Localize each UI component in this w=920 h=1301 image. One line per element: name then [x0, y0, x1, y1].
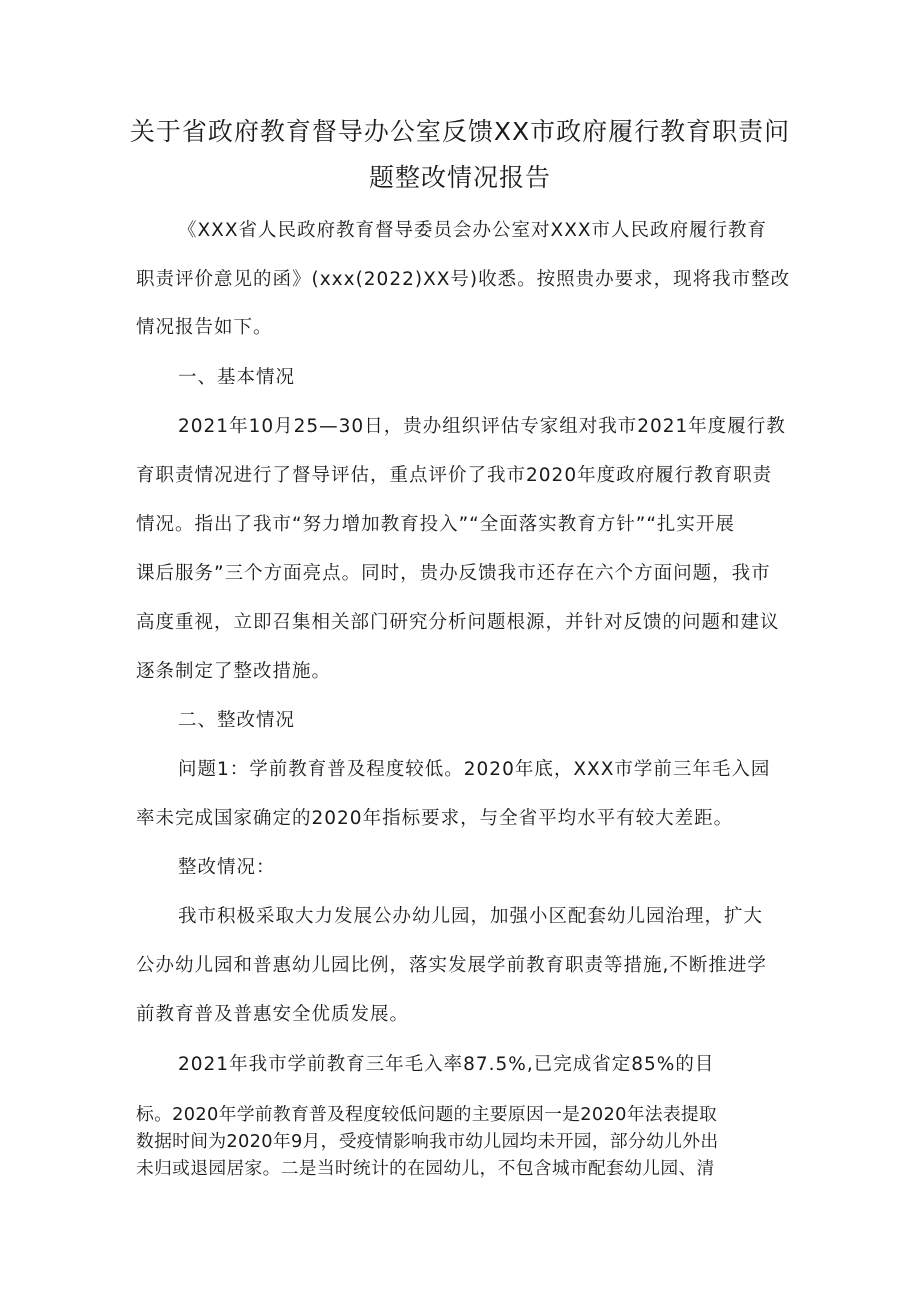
section1-line: 育职责情况进行了督导评估，重点评价了我市2020年度政府履行教育职责 [136, 465, 773, 486]
reason-line: 标。2020年学前教育普及程度较低问题的主要原因一是2020年法表提取 [136, 1104, 718, 1125]
rectify-heading: 整改情况： [178, 857, 276, 878]
rate-line: 2021年我市学前教育三年毛入率87.5%,已完成省定85%的目 [178, 1054, 715, 1075]
section1-line: 逐条制定了整改措施。 [136, 661, 332, 682]
intro-line: 职责评价意见的函》(xxx(2022)XX号)收悉。按照贵办要求，现将我市整改 [136, 269, 791, 290]
section2-heading: 二、整改情况 [178, 710, 296, 731]
rectify-line: 公办幼儿园和普惠幼儿园比例，落实发展学前教育职责等措施,不断推进学 [136, 955, 767, 976]
intro-line: 《XXX省人民政府教育督导委员会办公室对XXX市人民政府履行教育 [178, 220, 768, 241]
rectify-line: 我市积极采取大力发展公办幼儿园，加强小区配套幼儿园治理，扩大 [178, 906, 764, 927]
intro-line: 情况报告如下。 [136, 317, 273, 338]
problem1-line: 率未完成国家确定的2020年指标要求，与全省平均水平有较大差距。 [136, 808, 734, 829]
problem1-line: 问题1：学前教育普及程度较低。2020年底，XXX市学前三年毛入园 [178, 759, 771, 780]
doc-title-line2: 题整改情况报告 [368, 163, 551, 192]
doc-title-line1: 关于省政府教育督导办公室反馈XX市政府履行教育职责问 [129, 117, 791, 146]
section1-line: 2021年10月25—30日，贵办组织评估专家组对我市2021年度履行教 [178, 416, 786, 437]
section1-line: 高度重视，立即召集相关部门研究分析问题根源，并针对反馈的问题和建议 [136, 612, 780, 633]
section1-line: 课后服务”三个方面亮点。同时，贵办反馈我市还存在六个方面问题，我市 [136, 563, 771, 584]
rectify-line: 前教育普及普惠安全优质发展。 [136, 1004, 410, 1025]
section1-line: 情况。指出了我市“努力增加教育投入”“全面落实教育方针”“扎实开展 [136, 514, 735, 535]
section1-heading: 一、基本情况 [178, 367, 296, 388]
reason-line: 数据时间为2020年9月，受疫情影响我市幼儿园均未开园，部分幼儿外出 [136, 1131, 719, 1152]
reason-line: 未归或退园居家。二是当时统计的在园幼儿，不包含城市配套幼儿园、清 [136, 1158, 715, 1179]
